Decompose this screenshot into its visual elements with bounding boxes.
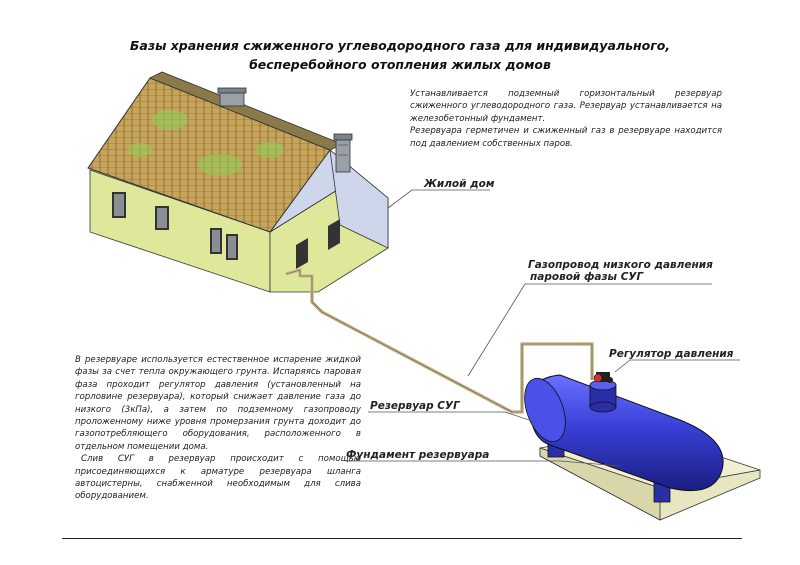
page-title-line-1: Базы хранения сжиженного углеводородного газа для индивидуального,: [129, 38, 671, 53]
page-title-line-2: бесперебойного отопления жилых домов: [249, 57, 551, 72]
left-description-paragraph-2: Слив СУГ в резервуар происходит с помощью присоединяющихся к арматуре резервуара шланга автоцистерны, снабженной необходимым для слива оборудованием.: [75, 454, 361, 502]
pressure-regulator: [590, 372, 616, 412]
top-description: [410, 88, 722, 150]
label-pipeline-line-2: паровой фазы СУГ: [530, 271, 644, 283]
chimney-right: [334, 134, 352, 172]
top-description-paragraph-2: Резервуара герметичен и сжиженный газ в резервуаре находится под давлением собственных паров.: [410, 126, 722, 149]
label-regulator: Регулятор давления: [609, 348, 734, 360]
chimney-left: [218, 88, 246, 106]
label-foundation: Фундамент резервуара: [346, 449, 490, 461]
top-description-paragraph-1: Устанавливается подземный горизонтальный резервуар сжиженного углеводородного газа. Резервуар устанавливается на железобетонный фундамент.: [410, 89, 722, 124]
left-description: [75, 354, 361, 503]
label-tank: Резервуар СУГ: [370, 400, 460, 412]
house: [88, 72, 388, 292]
bottom-divider: [62, 538, 742, 539]
left-description-paragraph-1: В резервуаре используется естественное испарение жидкой фазы за счет тепла окружающего грунта. Испаряясь паровая фаза проходит регулятор давления (установленный на горловине резервуара), который снижает давление газа до низкого (3кПа), а затем по подземному газопроводу проложенному ниже уровня промерзания грунта доходит до газопотребляющего оборудования, расположенного в отдельном помещении дома.: [75, 355, 361, 452]
label-pipeline-line-1: Газопровод низкого давления: [528, 259, 713, 271]
label-house: Жилой дом: [424, 178, 495, 190]
